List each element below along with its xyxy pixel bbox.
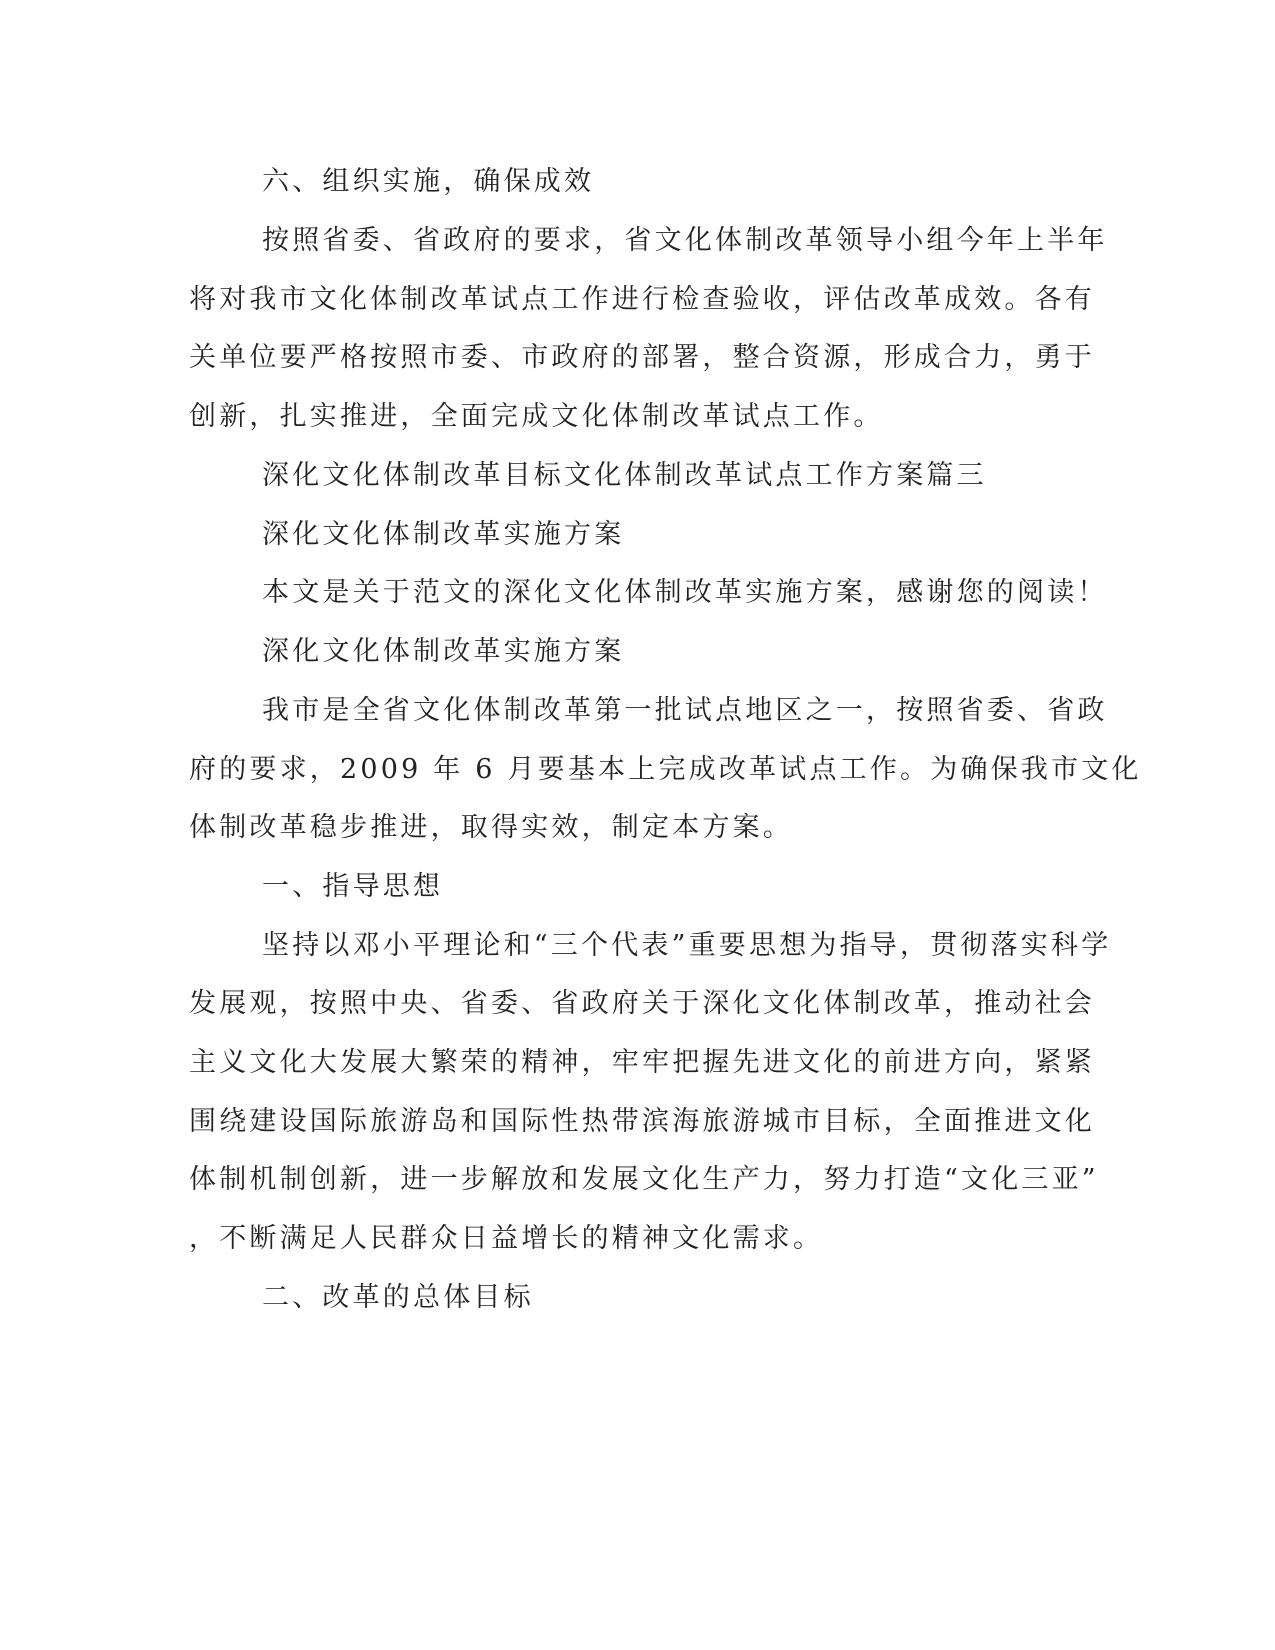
paragraph-line: 发展观，按照中央、省委、省政府关于深化文化体制改革，推动社会 [189, 988, 1095, 1019]
paragraph-line: 主义文化大发展大繁荣的精神，牢牢把握先进文化的前进方向，紧紧 [189, 1047, 1095, 1078]
article-title: 深化文化体制改革目标文化体制改革试点工作方案篇三 [262, 460, 987, 491]
article-subtitle: 深化文化体制改革实施方案 [262, 636, 625, 667]
paragraph-line: 将对我市文化体制改革试点工作进行检查验收，评估改革成效。各有 [189, 284, 1095, 315]
paragraph-line: 围绕建设国际旅游岛和国际性热带滨海旅游城市目标，全面推进文化 [189, 1106, 1095, 1137]
paragraph-line: 关单位要严格按照市委、市政府的部署，整合资源，形成合力，勇于 [189, 342, 1095, 373]
paragraph-line: ，不断满足人民群众日益增长的精神文化需求。 [189, 1223, 824, 1254]
article-subtitle: 深化文化体制改革实施方案 [262, 519, 625, 550]
paragraph-line: 体制机制创新，进一步解放和发展文化生产力，努力打造“文化三亚” [189, 1164, 1099, 1195]
paragraph-line: 创新，扎实推进，全面完成文化体制改革试点工作。 [189, 401, 884, 432]
paragraph-line: 府的要求，2009 年 6 月要基本上完成改革试点工作。为确保我市文化 [189, 754, 1142, 785]
paragraph-line: 我市是全省文化体制改革第一批试点地区之一，按照省委、省政 [262, 695, 1108, 726]
section-heading-2: 二、改革的总体目标 [262, 1282, 534, 1313]
section-heading-1: 一、指导思想 [262, 871, 444, 902]
paragraph-line: 按照省委、省政府的要求，省文化体制改革领导小组今年上半年 [262, 225, 1108, 256]
intro-note: 本文是关于范文的深化文化体制改革实施方案，感谢您的阅读！ [262, 577, 1108, 608]
paragraph-line: 坚持以邓小平理论和“三个代表”重要思想为指导，贯彻落实科学 [262, 930, 1112, 961]
section-heading-6: 六、组织实施，确保成效 [262, 166, 595, 197]
paragraph-line: 体制改革稳步推进，取得实效，制定本方案。 [189, 812, 793, 843]
